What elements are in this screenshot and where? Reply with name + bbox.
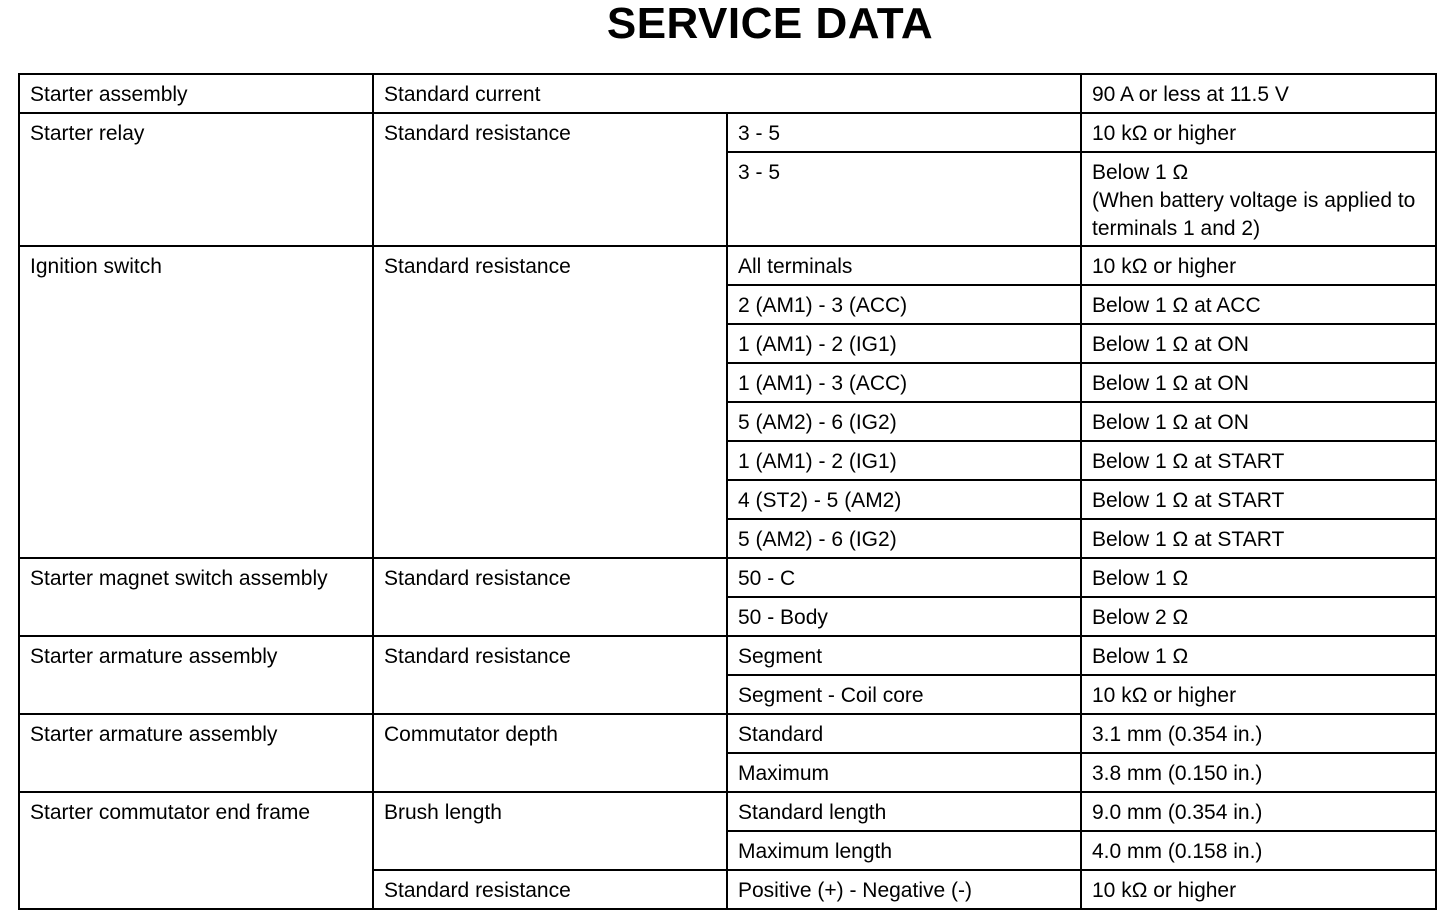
condition-cell: 50 - Body: [727, 597, 1081, 636]
condition-cell: 5 (AM2) - 6 (IG2): [727, 402, 1081, 441]
item-cell: Brush length: [373, 792, 727, 870]
condition-cell: 1 (AM1) - 3 (ACC): [727, 363, 1081, 402]
value-cell: Below 1 Ω: [1081, 636, 1436, 675]
value-cell: Below 1 Ω at ON: [1081, 363, 1436, 402]
condition-cell: 4 (ST2) - 5 (AM2): [727, 480, 1081, 519]
item-cell: Standard resistance: [373, 558, 727, 636]
table-row: [19, 113, 1436, 152]
table-row: [19, 792, 1436, 831]
component-cell: Starter assembly: [19, 74, 373, 113]
component-cell: Starter commutator end frame: [19, 792, 373, 909]
value-cell: Below 1 Ω at START: [1081, 441, 1436, 480]
value-cell: 10 kΩ or higher: [1081, 246, 1436, 285]
value-cell: 10 kΩ or higher: [1081, 675, 1436, 714]
condition-cell: Maximum length: [727, 831, 1081, 870]
value-cell: Below 1 Ω at ON: [1081, 324, 1436, 363]
item-cell: Standard resistance: [373, 113, 727, 246]
condition-cell: 3 - 5: [727, 152, 1081, 246]
component-cell: Ignition switch: [19, 246, 373, 558]
value-cell: Below 1 Ω at START: [1081, 480, 1436, 519]
condition-cell: Standard: [727, 714, 1081, 753]
value-cell: 10 kΩ or higher: [1081, 870, 1436, 909]
value-cell: 3.1 mm (0.354 in.): [1081, 714, 1436, 753]
condition-cell: All terminals: [727, 246, 1081, 285]
condition-cell: 5 (AM2) - 6 (IG2): [727, 519, 1081, 558]
value-cell: Below 1 Ω at ON: [1081, 402, 1436, 441]
table-row: [19, 714, 1436, 753]
condition-cell: 2 (AM1) - 3 (ACC): [727, 285, 1081, 324]
value-cell: Below 1 Ω at START: [1081, 519, 1436, 558]
value-cell: 90 A or less at 11.5 V: [1081, 74, 1436, 113]
component-cell: Starter magnet switch assembly: [19, 558, 373, 636]
item-cell: Standard resistance: [373, 870, 727, 909]
component-cell: Starter relay: [19, 113, 373, 246]
service-data-table: [18, 73, 1437, 910]
condition-cell: 1 (AM1) - 2 (IG1): [727, 441, 1081, 480]
table-row: [19, 74, 1436, 113]
condition-cell: Segment: [727, 636, 1081, 675]
condition-cell: 1 (AM1) - 2 (IG1): [727, 324, 1081, 363]
value-cell: Below 1 Ω (When battery voltage is applied to terminals 1 and 2): [1081, 152, 1436, 246]
value-cell: 4.0 mm (0.158 in.): [1081, 831, 1436, 870]
condition-cell: 3 - 5: [727, 113, 1081, 152]
item-cell: Standard resistance: [373, 636, 727, 714]
value-cell: Below 1 Ω at ACC: [1081, 285, 1436, 324]
item-cell: Commutator depth: [373, 714, 727, 792]
condition-cell: Segment - Coil core: [727, 675, 1081, 714]
table-row: [19, 246, 1436, 285]
value-cell: 3.8 mm (0.150 in.): [1081, 753, 1436, 792]
condition-cell: Maximum: [727, 753, 1081, 792]
value-cell: 10 kΩ or higher: [1081, 113, 1436, 152]
item-cell: Standard current: [373, 74, 1081, 113]
condition-cell: Standard length: [727, 792, 1081, 831]
condition-cell: Positive (+) - Negative (-): [727, 870, 1081, 909]
item-cell: Standard resistance: [373, 246, 727, 558]
component-cell: Starter armature assembly: [19, 714, 373, 792]
value-cell: 9.0 mm (0.354 in.): [1081, 792, 1436, 831]
component-cell: Starter armature assembly: [19, 636, 373, 714]
condition-cell: 50 - C: [727, 558, 1081, 597]
table-row: [19, 558, 1436, 597]
value-cell: Below 2 Ω: [1081, 597, 1436, 636]
table-row: [19, 636, 1436, 675]
page-title: SERVICE DATA: [606, 0, 934, 48]
value-cell: Below 1 Ω: [1081, 558, 1436, 597]
